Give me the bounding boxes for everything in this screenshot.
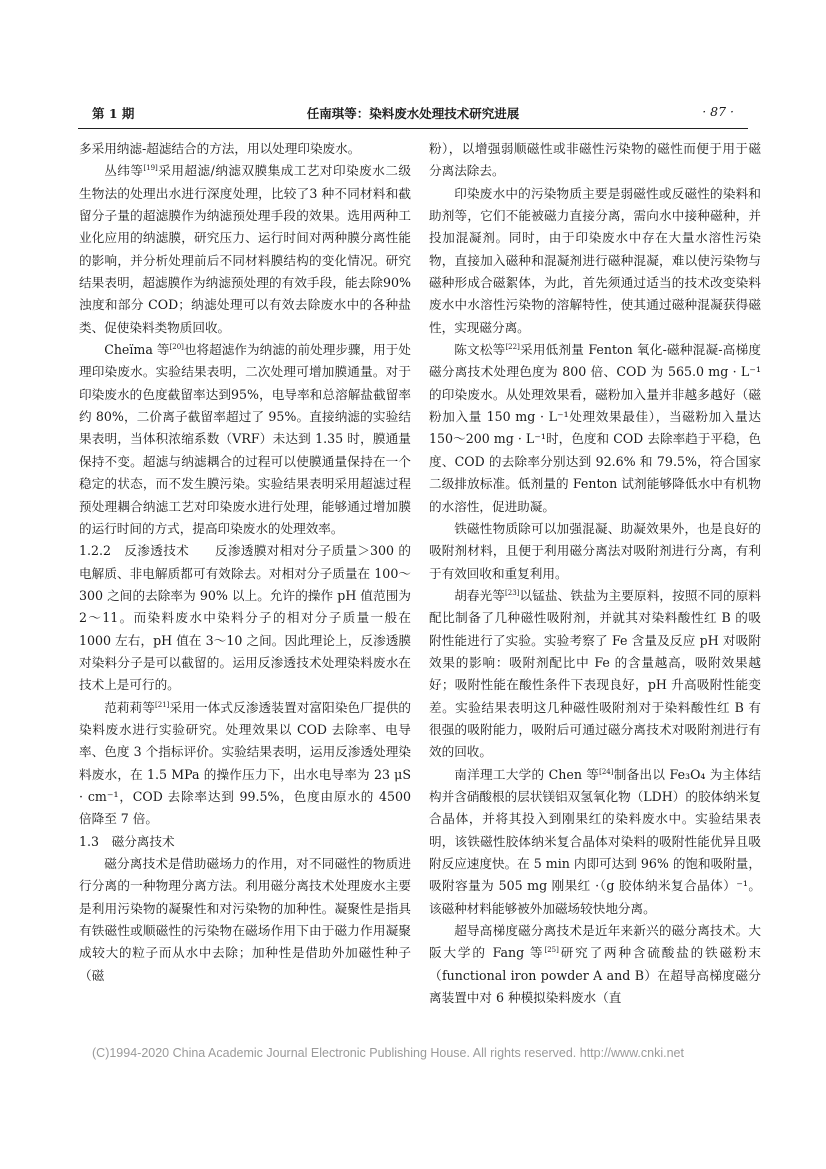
citation: [24]	[599, 767, 614, 776]
citation: [22]	[505, 343, 520, 352]
paragraph: 粉），以增强弱顺磁性或非磁性污染物的磁性而便于用于磁分离法除去。	[429, 141, 761, 179]
section-heading: 1.3 磁分离技术	[79, 833, 175, 849]
paragraph: 铁磁性物质除可以加强混凝、助凝效果外，也是良好的吸附剂材料，且便于利用磁分离法对吸附剂进行分离，有利于有效回收和重复利用。	[429, 520, 761, 581]
running-header	[92, 104, 734, 124]
citation: [21]	[155, 700, 170, 709]
paragraph: 丛纬等[19]采用超滤/纳滤双膜集成工艺对印染废水二级生物法的处理出水进行深度处理，比较了3 种不同材料和截留分子量的超滤膜作为纳滤预处理手段的效果。选用两种工业化应用的纳滤膜，研究压力、运行时间对两种膜分离性能的影响，并分析处理前后不同材料膜结构的变化情况。研究结果表明，超滤膜作为纳滤预处理的有效手段，能去除90%浊度和部分 COD；纳滤处理可以有效去除废水中的各种盐类、促使染料类物质回收。	[79, 163, 411, 335]
right-column	[429, 138, 761, 1009]
paragraph: 多采用纳滤-超滤结合的方法，用以处理印染废水。	[79, 141, 361, 156]
citation: [25]	[544, 946, 559, 955]
citation: [20]	[169, 343, 184, 352]
issue-label: 第 1 期	[92, 106, 135, 121]
left-column	[79, 138, 411, 987]
citation: [19]	[143, 164, 158, 173]
paragraph: 范莉莉等[21]采用一体式反渗透装置对富阳染色厂提供的染料废水进行实验研究。处理效果以 COD 去除率、电导率、色度 3 个指标评价。实验结果表明，运用反渗透处理染料废水，在 1.5 MPa 的操作压力下，出水电导率为 23 μS · cm⁻¹，COD 去除率达到 99.5%，色度由原水的 4500 倍降至 7 倍。	[79, 699, 412, 827]
paragraph: 陈文松等[22]采用低剂量 Fenton 氧化-磁种混凝-高梯度磁分离技术处理色度为 800 倍、COD 为 565.0 mg · L⁻¹的印染废水。从处理效果看，磁粉加入量并非越多越好（磁粉加入量 150 mg · L⁻¹处理效果最佳），当磁粉加入量达 150～200 mg · L⁻¹时，色度和 COD 去除率趋于平稳，色度、COD 的去除率分别达到 92.6% 和 79.5%，符合国家二级排放标准。低剂量的 Fenton 试剂能够降低水中有机物的水溶性，促进助凝。	[429, 342, 762, 514]
header-rule	[78, 128, 748, 129]
running-title: 任南琪等：染料废水处理技术研究进展	[306, 106, 520, 121]
paragraph: 磁分离技术是借助磁场力的作用，对不同磁性的物质进行分离的一种物理分离方法。利用磁分离技术处理废水主要是利用污染物的凝聚性和对污染物的加种性。凝聚性是指具有铁磁性或顺磁性的污染物在磁场作用下由于磁力作用凝聚成较大的粒子而从水中去除；加种性是借助外加磁性种子（磁	[79, 856, 411, 983]
paragraph: 南洋理工大学的 Chen 等[24]制备出以 Fe₃O₄ 为主体结构并含硝酸根的层状镁铝双氢氧化物（LDH）的胶体纳米复合晶体，并将其投入到刚果红的染料废水中。实验结果表明，该铁磁性胶体纳米复合晶体对染料的吸附性能优异且吸附反应速度快。在 5 min 内即可达到 96% 的饱和吸附量，吸附容量为 505 mg 刚果红 ·（g 胶体纳米复合晶体）⁻¹。该磁种材料能够被外加磁场较快地分离。	[429, 766, 761, 916]
paragraph: 印染废水中的污染物质主要是弱磁性或反磁性的染料和助剂等，它们不能被磁力直接分离，需向水中接种磁种，并投加混凝剂。同时，由于印染废水中存在大量水溶性污染物，直接加入磁种和混凝剂进行磁种混凝，难以使污染物与磁种形成合磁絮体，为此，首先须通过适当的技术改变染料废水中水溶性污染物的溶解特性，使其通过磁种混凝获得磁性，实现磁分离。	[429, 185, 761, 335]
paragraph: Cheïma 等[20]也将超滤作为纳滤的前处理步骤，用于处理印染废水。实验结果表明，二次处理可增加膜通量。对于印染废水的色度截留率达到95%，电导率和总溶解盐截留率约 80%，二价离子截留率超过了 95%。直接纳滤的实验结果表明，当体积浓缩系数（VRF）未达到 1.35 时，膜通量保持不变。超滤与纳滤耦合的过程可以使膜通量保持在一个稳定的状态，而不发生膜污染。实验结果表明采用超滤过程预处理耦合纳滤工艺对印染废水进行处理，能够通过增加膜的运行时间的方式，提高印染废水的处理效率。	[79, 342, 411, 536]
paragraph: 超导高梯度磁分离技术是近年来新兴的磁分离技术。大阪大学的 Fang 等[25]研究了两种含硫酸盐的铁磁粉末（functional iron powder A and B）在超导高梯度磁分离装置中对 6 种模拟染料废水（直	[429, 923, 762, 1006]
paragraph: 胡春光等[23]以锰盐、铁盐为主要原料，按照不同的原料配比制备了几种磁性吸附剂，并就其对染料酸性红 B 的吸附性能进行了实验。实验考察了 Fe 含量及反应 pH 对吸附效果的影响：吸附剂配比中 Fe 的含量越高，吸附效果越好；吸附性能在酸性条件下表现良好，pH 升高吸附性能变差。实验结果表明这几种磁性吸附剂对于染料酸性红 B 有很强的吸附能力，吸附后可通过磁分离技术对吸附剂进行有效的回收。	[429, 587, 762, 760]
section-heading: 1.2.2 反渗透技术	[79, 543, 190, 559]
page-number: · 87 ·	[702, 104, 734, 119]
copyright-watermark: (C)1994-2020 China Academic Journal Electronic Publishing House. All rights reserved. http://www.cnki.net	[92, 1046, 684, 1060]
citation: [23]	[505, 588, 520, 597]
paragraph: 1.2.2 反渗透技术 反渗透膜对相对分子质量＞300 的电解质、非电解质都可有效除去。对相对分子质量在 100～300 之间的去除率为 90% 以上。允许的操作 pH 值范围为 2～11。而染料废水中染料分子的相对分子质量一般在 1000 左右，pH 值在 3～10 之间。因此理论上，反渗透膜对染料分子是可以截留的。运用反渗透技术处理染料废水在技术上是可行的。	[79, 543, 412, 693]
